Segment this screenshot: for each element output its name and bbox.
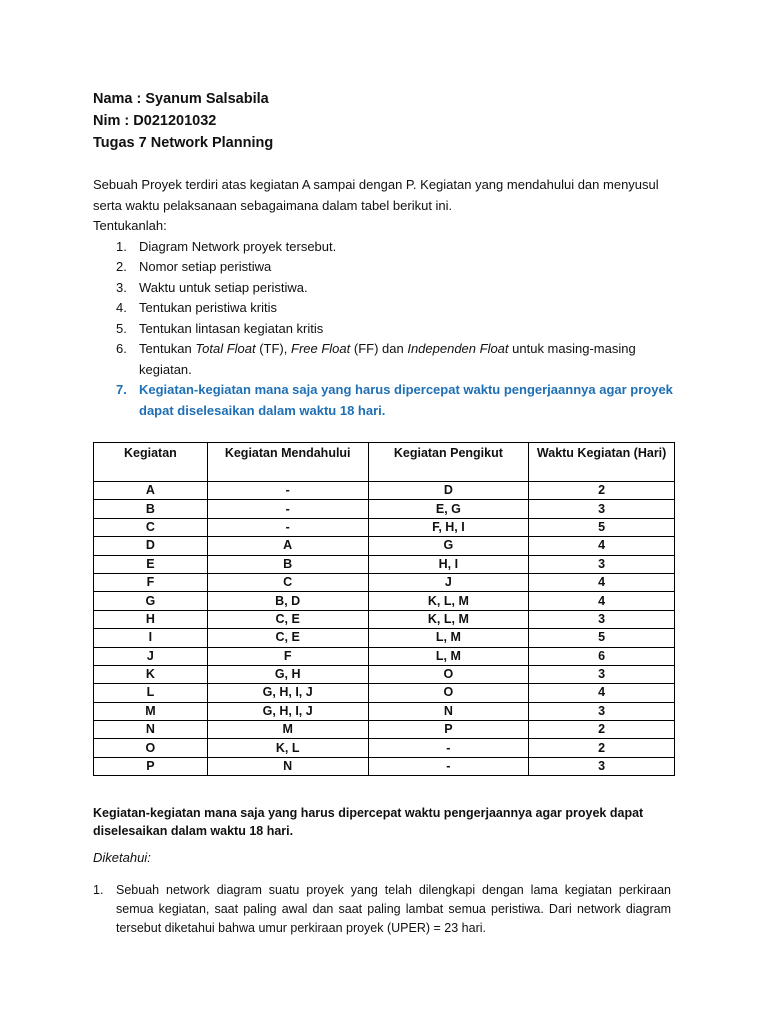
table-cell: F: [94, 573, 208, 591]
table-cell: 4: [529, 537, 675, 555]
column-header: Kegiatan Pengikut: [368, 443, 529, 482]
table-row: [94, 500, 675, 518]
table-cell: M: [207, 721, 368, 739]
table-cell: 2: [529, 721, 675, 739]
table-cell: H, I: [368, 555, 529, 573]
table-row: [94, 757, 675, 775]
table-cell: J: [368, 573, 529, 591]
table-cell: -: [207, 482, 368, 500]
question-text: Kegiatan-kegiatan mana saja yang harus dipercepat waktu pengerjaannya agar proyek dapat diselesaikan dalam waktu 18 hari.: [93, 806, 644, 838]
table-cell: N: [368, 702, 529, 720]
table-cell: P: [94, 757, 208, 775]
answer-text: Sebuah network diagram suatu proyek yang telah dilengkapi dengan lama kegiatan perkiraan semua kegiatan, saat paling awal dan saat paling lambat semua peristiwa. Dari network diagram tersebut diketahui bahwa umur perkiraan proyek (UPER) = 23 hari.: [116, 883, 671, 935]
table-row: [94, 573, 675, 591]
table-cell: O: [368, 665, 529, 683]
answer-number: 1.: [93, 883, 104, 897]
assignment-title: Tugas 7 Network Planning: [93, 135, 274, 151]
table-cell: 2: [529, 482, 675, 500]
task-item: 5. Tentukan lintasan kegiatan kritis: [116, 320, 324, 336]
table-cell: F: [207, 647, 368, 665]
table-cell: 3: [529, 610, 675, 628]
table-cell: G, H, I, J: [207, 702, 368, 720]
table-row: [94, 647, 675, 665]
table-row: [94, 610, 675, 628]
table-cell: 4: [529, 573, 675, 591]
table-cell: J: [94, 647, 208, 665]
task-item: 4. Tentukan peristiwa kritis: [116, 300, 277, 315]
table-cell: 5: [529, 629, 675, 647]
table-cell: A: [207, 537, 368, 555]
table-cell: M: [94, 702, 208, 720]
task-item: 2. Nomor setiap peristiwa: [116, 259, 272, 274]
task-list: [93, 237, 673, 422]
table-row: [94, 629, 675, 647]
table-cell: -: [207, 518, 368, 536]
table-cell: 6: [529, 647, 675, 665]
table-cell: 4: [529, 684, 675, 702]
column-header: Kegiatan Mendahului: [207, 443, 368, 482]
column-header: Waktu Kegiatan (Hari): [529, 443, 675, 482]
table-cell: -: [368, 739, 529, 757]
table-cell: B: [94, 500, 208, 518]
table-cell: H: [94, 610, 208, 628]
task-item: 6. Tentukan Total Float (TF), Free Float (FF) dan Independen Float untuk masing-masing kegiatan.: [116, 341, 636, 377]
table-cell: K, L, M: [368, 610, 529, 628]
table-cell: B, D: [207, 592, 368, 610]
table-row: [94, 592, 675, 610]
table-cell: L, M: [368, 629, 529, 647]
problem-statement: [93, 175, 673, 421]
table-cell: -: [368, 757, 529, 775]
table-cell: O: [94, 739, 208, 757]
table-cell: -: [207, 500, 368, 518]
task-item-highlighted: 7. Kegiatan-kegiatan mana saja yang harus dipercepat waktu pengerjaannya agar proyek dapat diselesaikan dalam waktu 18 hari.: [116, 382, 673, 418]
table-cell: C, E: [207, 610, 368, 628]
table-cell: 5: [529, 518, 675, 536]
intro-lead: Tentukanlah:: [93, 218, 167, 233]
table-cell: P: [368, 721, 529, 739]
table-cell: K, L, M: [368, 592, 529, 610]
table-cell: E, G: [368, 500, 529, 518]
table-cell: C: [207, 573, 368, 591]
column-header: Kegiatan: [94, 443, 208, 482]
table-row: [94, 684, 675, 702]
table-cell: K, L: [207, 739, 368, 757]
table-row: [94, 482, 675, 500]
known-label: Diketahui:: [93, 850, 151, 865]
task-item: 3. Waktu untuk setiap peristiwa.: [116, 279, 308, 295]
student-nim: Nim : D021201032: [93, 113, 217, 129]
table-cell: N: [94, 721, 208, 739]
table-row: [94, 721, 675, 739]
table-row: [94, 537, 675, 555]
table-cell: 3: [529, 555, 675, 573]
table-cell: L, M: [368, 647, 529, 665]
table-cell: O: [368, 684, 529, 702]
table-cell: F, H, I: [368, 518, 529, 536]
table-cell: D: [368, 482, 529, 500]
table-cell: B: [207, 555, 368, 573]
table-cell: I: [94, 629, 208, 647]
intro-paragraph: Sebuah Proyek terdiri atas kegiatan A sampai dengan P. Kegiatan yang mendahului dan menyusul serta waktu pelaksanaan sebagaimana dalam tabel berikut ini.: [93, 177, 659, 213]
table-cell: E: [94, 555, 208, 573]
table-row: [94, 555, 675, 573]
table-cell: 3: [529, 500, 675, 518]
table-cell: 3: [529, 702, 675, 720]
student-name: Nama : Syanum Salsabila: [93, 91, 269, 107]
activity-table: [93, 442, 675, 776]
table-row: [94, 665, 675, 683]
table-cell: A: [94, 482, 208, 500]
table-cell: G: [94, 592, 208, 610]
table-row: [94, 518, 675, 536]
table-body: [94, 482, 675, 776]
table-cell: 2: [529, 739, 675, 757]
table-header-row: [94, 443, 675, 482]
table-cell: K: [94, 665, 208, 683]
table-cell: 3: [529, 757, 675, 775]
task-item: 1. Diagram Network proyek tersebut.: [116, 238, 337, 254]
table-cell: L: [94, 684, 208, 702]
table-row: [94, 702, 675, 720]
table-cell: N: [207, 757, 368, 775]
table-cell: 4: [529, 592, 675, 610]
table-cell: G, H, I, J: [207, 684, 368, 702]
table-cell: C, E: [207, 629, 368, 647]
answer-item: [93, 881, 671, 938]
table-cell: 3: [529, 665, 675, 683]
table-cell: G: [368, 537, 529, 555]
table-cell: G, H: [207, 665, 368, 683]
table-cell: C: [94, 518, 208, 536]
table-row: [94, 739, 675, 757]
document-header: [93, 88, 273, 154]
table-cell: D: [94, 537, 208, 555]
